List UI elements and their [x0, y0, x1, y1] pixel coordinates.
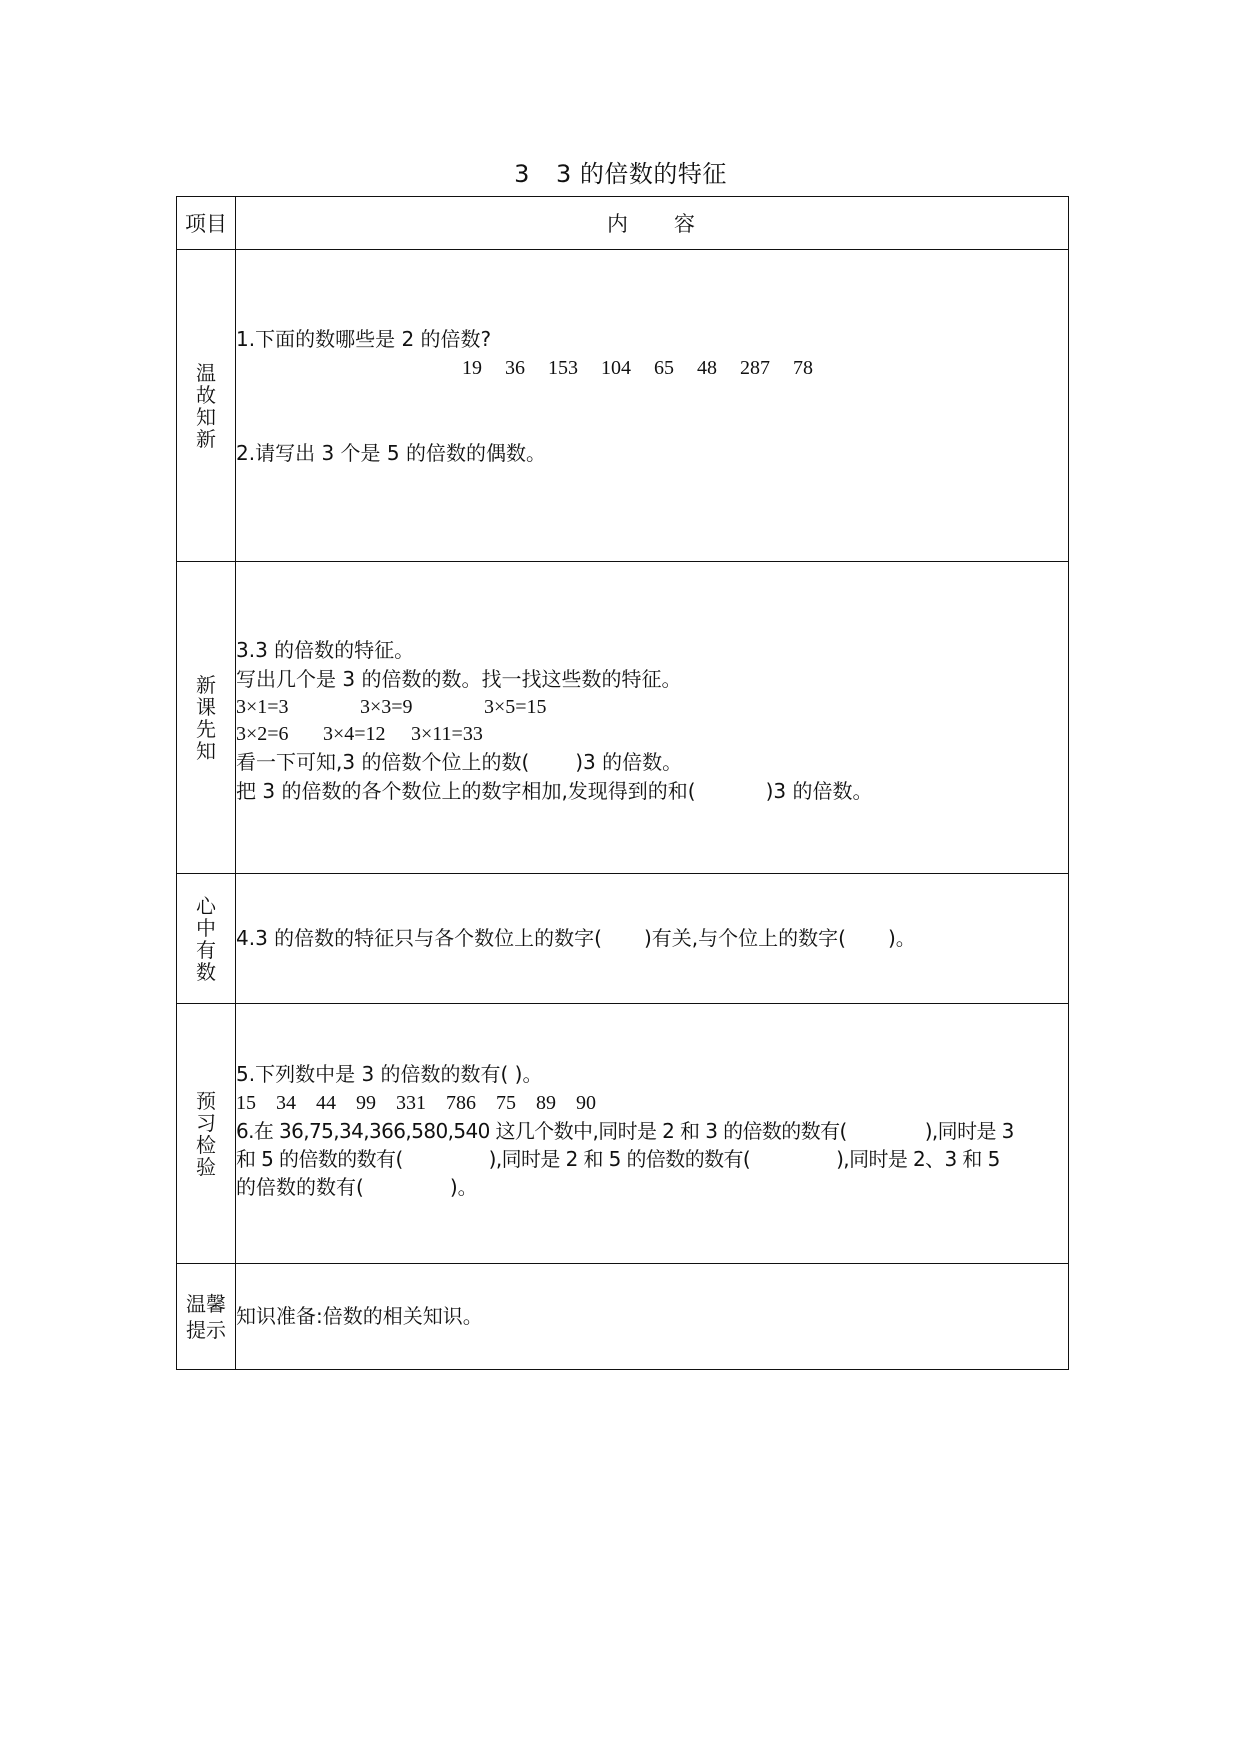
section-label: 新 课 先 知	[177, 562, 236, 874]
section-content	[236, 562, 1069, 874]
question-4: 4.3 的倍数的特征只与各个数位上的数字( )有关,与个位上的数字( )。	[236, 926, 916, 950]
header-item: 项目	[177, 197, 236, 250]
header-content-char: 内	[607, 212, 630, 236]
section-label: 温馨 提示	[177, 1264, 236, 1370]
table-header-row	[177, 197, 1069, 250]
section-review	[177, 250, 1069, 562]
section-check	[177, 1004, 1069, 1264]
equation-row: 3×2=6 3×4=12 3×11=33	[236, 723, 483, 745]
conclusion-1: 看一下可知,3 的倍数个位上的数( )3 的倍数。	[236, 750, 683, 774]
equation-row: 3×1=3 3×3=9 3×5=15	[236, 696, 547, 718]
number-list: 15 34 44 99 331 786 75 89 90	[236, 1092, 596, 1114]
tips-text: 知识准备:倍数的相关知识。	[236, 1304, 483, 1328]
section-label: 心 中 有 数	[177, 874, 236, 1004]
section-tips	[177, 1264, 1069, 1370]
lesson-number: 3	[514, 160, 530, 188]
question-2: 2.请写出 3 个是 5 的倍数的偶数。	[236, 441, 546, 465]
section-preview	[177, 562, 1069, 874]
section-content	[236, 1004, 1069, 1264]
question-5: 5.下列数中是 3 的倍数的数有( )。	[236, 1062, 543, 1086]
header-content	[236, 197, 1069, 250]
question-6-line-3: 的倍数的数有( )。	[236, 1175, 478, 1199]
question-3-intro: 写出几个是 3 的倍数的数。找一找这些数的特征。	[236, 667, 682, 691]
lesson-title: 3 的倍数的特征	[555, 160, 727, 188]
worksheet-table	[176, 196, 1069, 1370]
question-3-title: 3.3 的倍数的特征。	[236, 638, 415, 662]
section-label: 温 故 知 新	[177, 250, 236, 562]
section-content	[236, 250, 1069, 562]
section-content	[236, 1264, 1069, 1370]
section-content	[236, 874, 1069, 1004]
question-1: 1.下面的数哪些是 2 的倍数?	[236, 327, 492, 351]
header-content-char: 容	[674, 212, 697, 236]
number-list: 19 36 153 104 65 48 287 78	[462, 357, 813, 379]
conclusion-2: 把 3 的倍数的各个数位上的数字相加,发现得到的和( )3 的倍数。	[236, 779, 873, 803]
question-6-line-2: 和 5 的倍数的数有( ),同时是 2 和 5 的倍数的数有( ),同时是 2、3 和 5	[236, 1147, 1000, 1171]
page-title	[0, 158, 1241, 190]
question-6-line-1: 6.在 36,75,34,366,580,540 这几个数中,同时是 2 和 3 的倍数的数有( ),同时是 3	[236, 1119, 1014, 1143]
section-label: 预 习 检 验	[177, 1004, 236, 1264]
section-summary	[177, 874, 1069, 1004]
